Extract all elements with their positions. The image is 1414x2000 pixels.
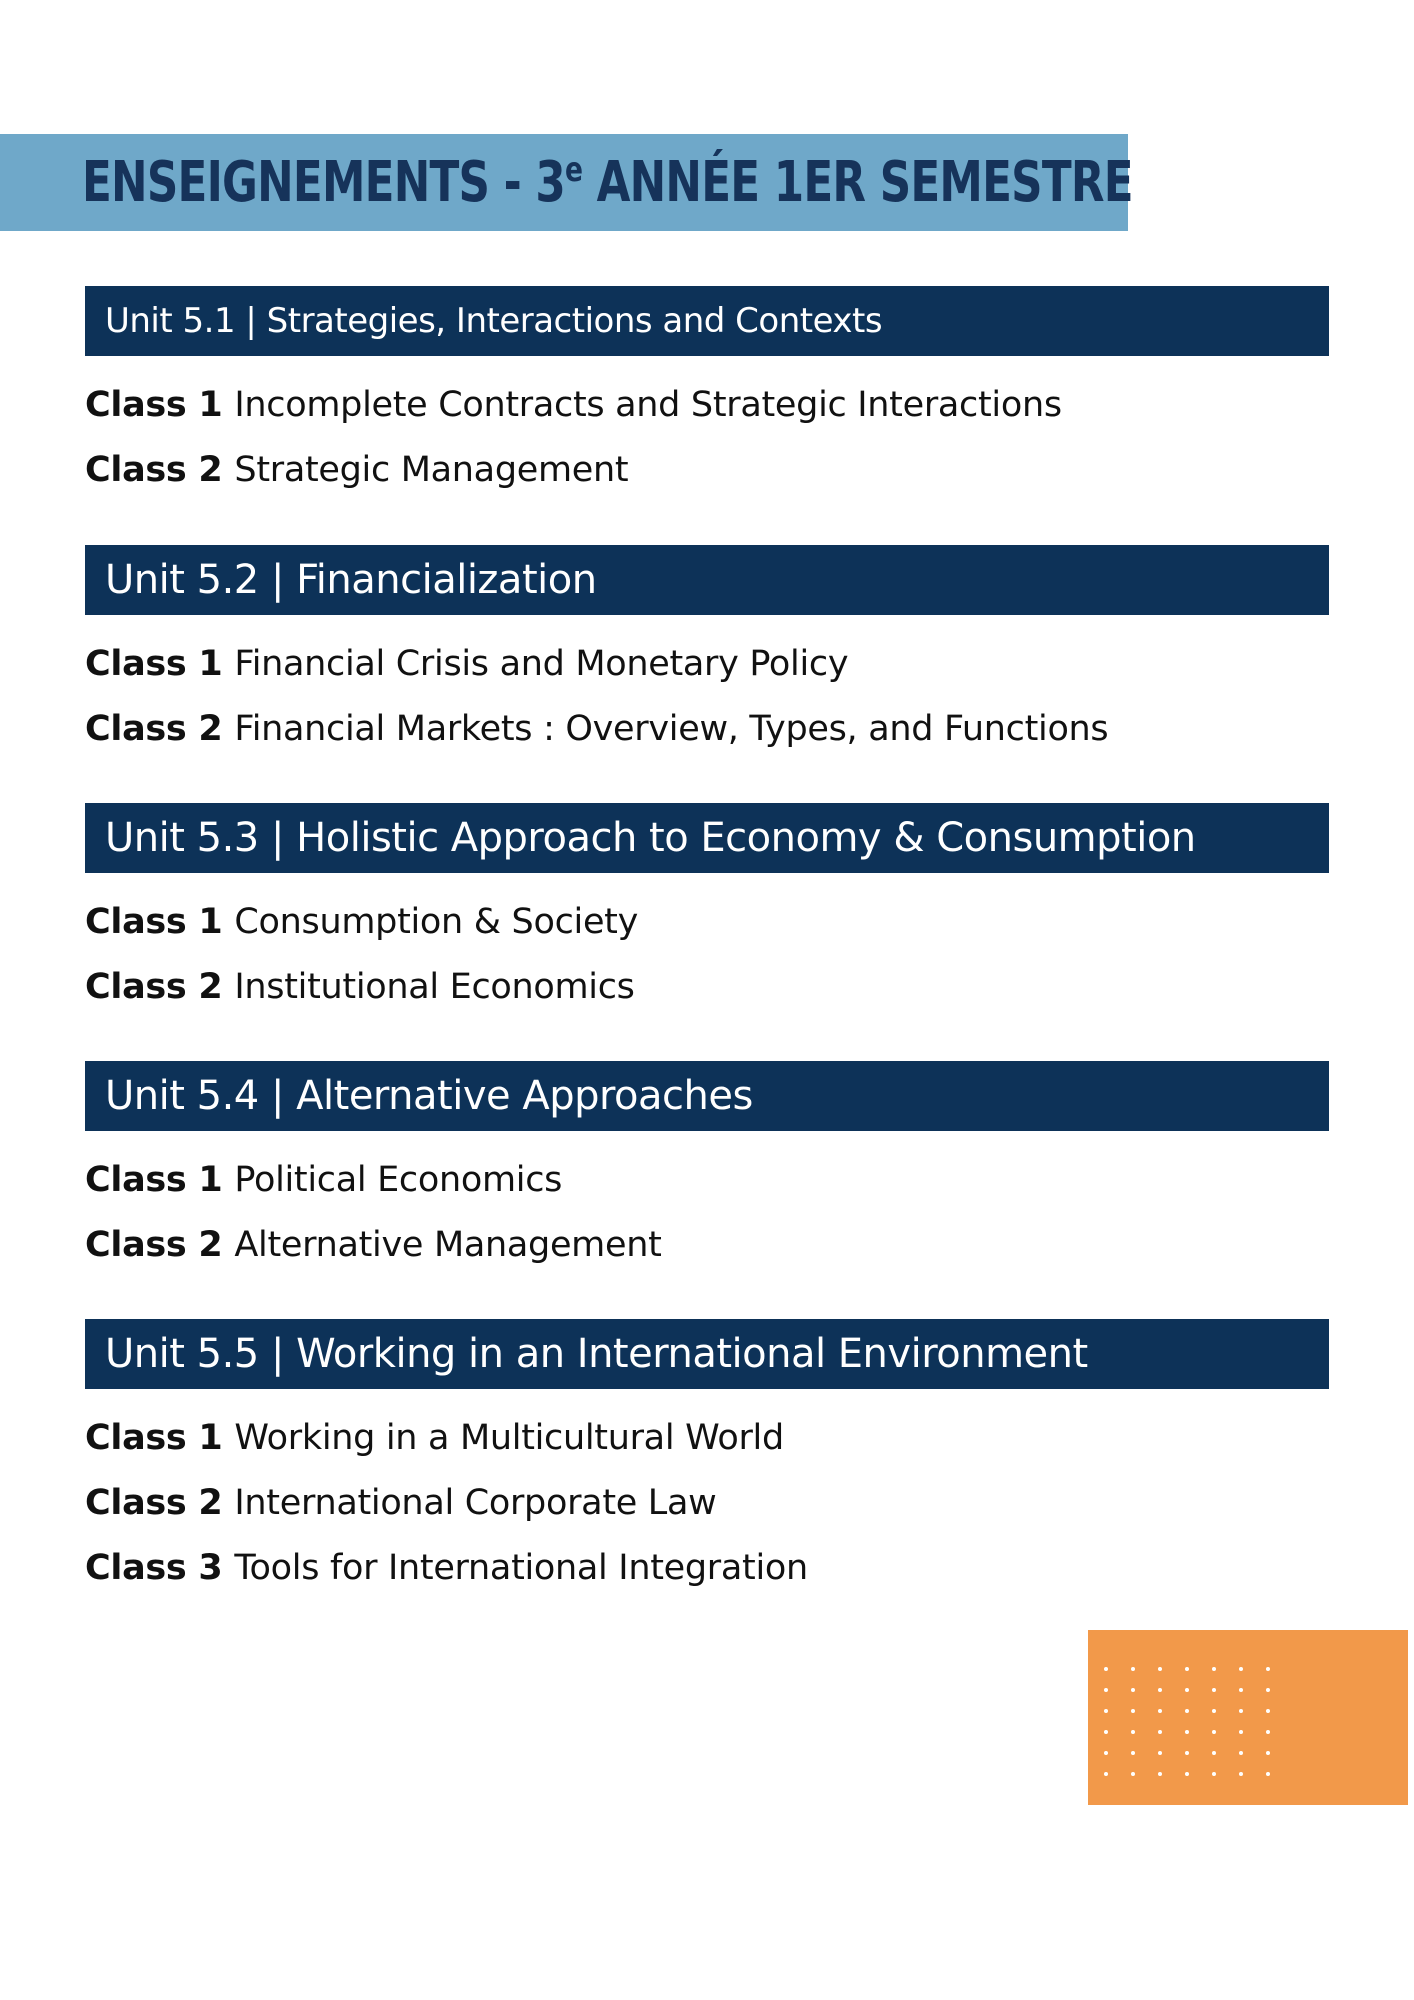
decorative-dot [1185, 1772, 1189, 1776]
class-row [85, 1212, 1329, 1277]
class-title: International Corporate Law [234, 1482, 717, 1523]
decorative-dot [1239, 1667, 1243, 1671]
unit-heading: Unit 5.3 | Holistic Approach to Economy & Consumption [105, 815, 1196, 861]
unit-header [85, 545, 1329, 615]
class-title: Financial Crisis and Monetary Policy [234, 643, 849, 684]
class-list [85, 1405, 1329, 1600]
class-row [85, 372, 1329, 437]
class-row [85, 954, 1329, 1019]
decorative-dot [1104, 1688, 1108, 1692]
class-row [85, 1147, 1329, 1212]
decorative-dot [1158, 1709, 1162, 1713]
decorative-dot [1158, 1772, 1162, 1776]
unit-heading: Unit 5.1 | Strategies, Interactions and Contexts [105, 301, 883, 341]
class-label: Class 3 [85, 1547, 223, 1588]
decorative-dot [1185, 1751, 1189, 1755]
decorative-dot [1266, 1667, 1270, 1671]
class-label: Class 2 [85, 966, 223, 1007]
class-row [85, 1405, 1329, 1470]
decorative-dot [1212, 1688, 1216, 1692]
class-title: Incomplete Contracts and Strategic Interactions [234, 384, 1062, 425]
unit-heading: Unit 5.4 | Alternative Approaches [105, 1073, 753, 1119]
class-label: Class 1 [85, 901, 223, 942]
decorative-dot [1239, 1709, 1243, 1713]
decorative-orange-block [1088, 1630, 1408, 1805]
decorative-dot [1185, 1667, 1189, 1671]
decorative-dot [1266, 1730, 1270, 1734]
class-title: Tools for International Integration [234, 1547, 808, 1588]
decorative-dot [1266, 1751, 1270, 1755]
unit-header [85, 803, 1329, 873]
page-title-main: ENSEIGNEMENTS - 3 [82, 149, 565, 215]
decorative-dot [1104, 1751, 1108, 1755]
class-label: Class 2 [85, 1482, 223, 1523]
decorative-dot [1131, 1730, 1135, 1734]
class-label: Class 1 [85, 643, 223, 684]
decorative-dot [1131, 1772, 1135, 1776]
class-row [85, 1470, 1329, 1535]
class-row [85, 889, 1329, 954]
class-label: Class 1 [85, 384, 223, 425]
decorative-dot [1104, 1730, 1108, 1734]
decorative-dot [1185, 1709, 1189, 1713]
class-title: Consumption & Society [234, 901, 639, 942]
title-banner [0, 134, 1133, 231]
unit-header [85, 286, 1329, 356]
decorative-dot [1239, 1751, 1243, 1755]
decorative-dot [1158, 1667, 1162, 1671]
decorative-dot [1131, 1688, 1135, 1692]
decorative-dot [1158, 1751, 1162, 1755]
unit-header [85, 1061, 1329, 1131]
class-title: Working in a Multicultural World [234, 1417, 784, 1458]
decorative-dot [1185, 1730, 1189, 1734]
page-title-superscript: e [564, 149, 583, 190]
class-title: Financial Markets : Overview, Types, and Functions [234, 708, 1109, 749]
class-row [85, 631, 1329, 696]
decorative-dot [1212, 1751, 1216, 1755]
class-title: Institutional Economics [234, 966, 635, 1007]
class-list [85, 372, 1329, 502]
decorative-dot [1239, 1688, 1243, 1692]
decorative-dot [1266, 1772, 1270, 1776]
class-row [85, 696, 1329, 761]
decorative-dot [1239, 1730, 1243, 1734]
unit-header [85, 1319, 1329, 1389]
class-list [85, 889, 1329, 1019]
unit-heading: Unit 5.2 | Financialization [105, 557, 597, 603]
decorative-dot [1185, 1688, 1189, 1692]
decorative-dot [1212, 1730, 1216, 1734]
decorative-dot [1104, 1772, 1108, 1776]
decorative-dot [1158, 1688, 1162, 1692]
class-row [85, 437, 1329, 502]
class-title: Strategic Management [234, 449, 629, 490]
class-row [85, 1535, 1329, 1600]
decorative-dot [1158, 1730, 1162, 1734]
decorative-dot [1212, 1709, 1216, 1713]
decorative-dot [1266, 1688, 1270, 1692]
page-title [82, 149, 1133, 215]
page-title-rest: ANNÉE 1ER SEMESTRE [582, 149, 1133, 215]
class-title: Alternative Management [234, 1224, 662, 1265]
decorative-dot [1266, 1709, 1270, 1713]
decorative-dot [1212, 1772, 1216, 1776]
decorative-dot [1131, 1751, 1135, 1755]
decorative-dot [1104, 1667, 1108, 1671]
decorative-dot [1131, 1667, 1135, 1671]
decorative-dot [1239, 1772, 1243, 1776]
unit-section-5-4 [85, 1061, 1329, 1277]
unit-section-5-2 [85, 545, 1329, 761]
unit-heading: Unit 5.5 | Working in an International Environment [105, 1331, 1088, 1377]
class-title: Political Economics [234, 1159, 563, 1200]
class-label: Class 2 [85, 708, 223, 749]
class-label: Class 2 [85, 1224, 223, 1265]
decorative-dot [1104, 1709, 1108, 1713]
class-label: Class 1 [85, 1417, 223, 1458]
class-label: Class 1 [85, 1159, 223, 1200]
class-label: Class 2 [85, 449, 223, 490]
unit-section-5-1 [85, 286, 1329, 502]
decorative-dot [1212, 1667, 1216, 1671]
unit-section-5-5 [85, 1319, 1329, 1600]
decorative-dot [1131, 1709, 1135, 1713]
class-list [85, 631, 1329, 761]
unit-section-5-3 [85, 803, 1329, 1019]
class-list [85, 1147, 1329, 1277]
